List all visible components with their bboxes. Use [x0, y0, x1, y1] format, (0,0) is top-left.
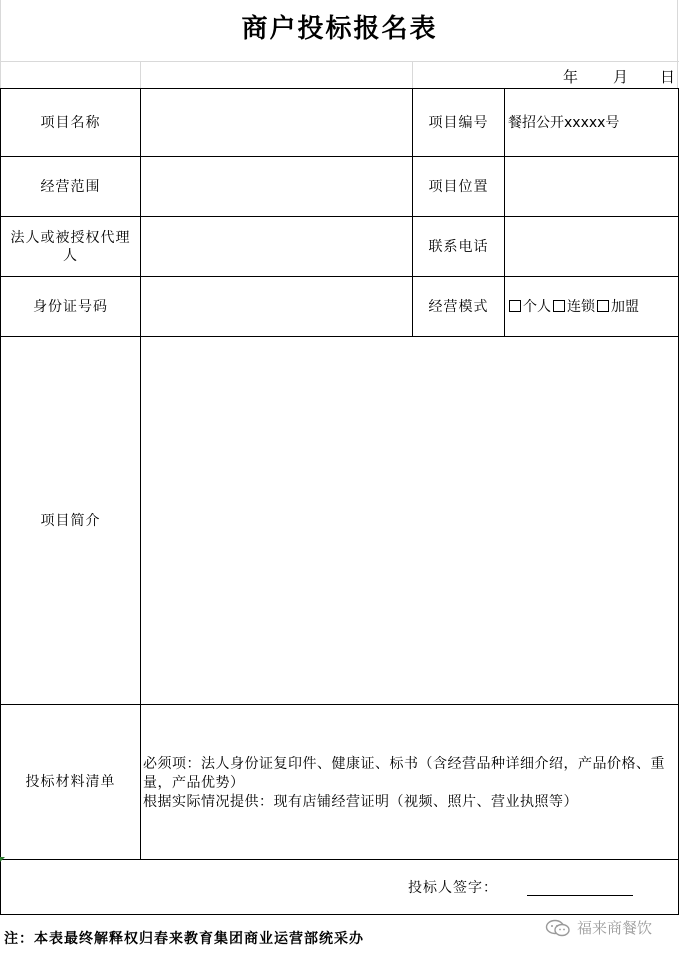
- checkbox-icon[interactable]: [509, 300, 521, 312]
- date-day-label: 日: [660, 68, 676, 86]
- table-border: [0, 859, 679, 860]
- footer-note: 注：本表最终解释权归春来教育集团商业运营部统采办: [4, 931, 364, 947]
- sheet-gridline: [0, 61, 679, 62]
- table-border: [504, 88, 505, 337]
- date-year-label: 年: [563, 68, 579, 86]
- sheet-gridline: [140, 61, 141, 88]
- signature-line[interactable]: [527, 895, 633, 896]
- materials-optional: 根据实际情况提供：现有店铺经营证明（视频、照片、营业执照等）: [143, 794, 578, 810]
- legal-rep-label: 法人或被授权代理人: [10, 229, 131, 264]
- project-name-field[interactable]: [141, 89, 412, 156]
- business-mode-label: 经营模式: [428, 298, 489, 315]
- form-title: 商户投标报名表: [241, 14, 438, 44]
- legal-rep-field[interactable]: [141, 217, 412, 276]
- project-intro-label: 项目简介: [40, 512, 101, 529]
- project-location-field[interactable]: [508, 157, 678, 216]
- table-border: [0, 914, 679, 915]
- watermark-text: 福来商餐饮: [577, 919, 653, 937]
- signature-label: 投标人签字：: [408, 880, 498, 896]
- mode-option-label: 加盟: [611, 298, 639, 315]
- business-scope-field[interactable]: [141, 157, 412, 216]
- cell-corner-marker: [0, 857, 5, 862]
- contact-phone-field[interactable]: [508, 217, 678, 276]
- contact-phone-label: 联系电话: [428, 238, 489, 255]
- materials-required: 必须项：法人身份证复印件、健康证、标书（含经营品种详细介绍，产品价格、重量，产品优势）: [143, 756, 665, 791]
- id-number-field[interactable]: [141, 277, 412, 336]
- checkbox-icon[interactable]: [553, 300, 565, 312]
- project-name-label: 项目名称: [40, 114, 101, 131]
- mode-option-label: 连锁: [567, 298, 595, 315]
- id-number-label: 身份证号码: [33, 298, 108, 315]
- mode-option-individual[interactable]: [509, 298, 551, 316]
- materials-label: 投标材料清单: [25, 774, 116, 790]
- checkbox-icon[interactable]: [597, 300, 609, 312]
- project-number-field[interactable]: 餐招公开xxxxx号: [508, 114, 620, 131]
- watermark: [545, 917, 652, 938]
- sheet-gridline: [412, 61, 413, 88]
- project-location-label: 项目位置: [428, 178, 489, 195]
- project-intro-field[interactable]: [141, 337, 678, 704]
- materials-content: [143, 755, 675, 812]
- mode-option-label: 个人: [523, 298, 551, 315]
- project-number-label: 项目编号: [428, 114, 489, 131]
- business-scope-label: 经营范围: [40, 178, 101, 195]
- date-month-label: 月: [613, 68, 629, 86]
- wechat-icon: [545, 918, 571, 938]
- mode-option-franchise[interactable]: [597, 298, 639, 316]
- mode-option-chain[interactable]: [553, 298, 595, 316]
- business-mode-options: [509, 277, 678, 336]
